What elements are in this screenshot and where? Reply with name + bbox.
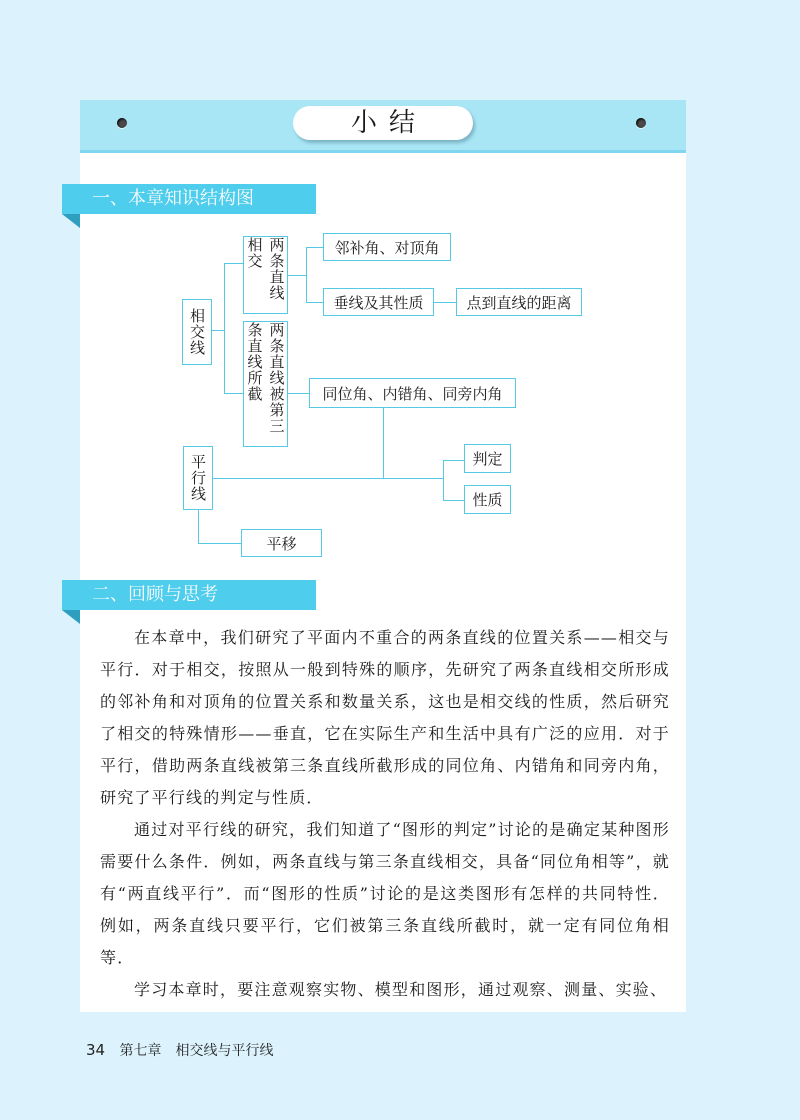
node-point-line-distance: 点到直线的距离 [456,288,582,316]
binder-hole-right [636,118,646,128]
node-parallel-lines: 平行线 [183,446,213,510]
section-heading-review: 二、回顾与思考 [62,580,316,610]
paragraph-2: 通过对平行线的研究，我们知道了“图形的判定”讨论的是确定某种图形需要什么条件．例如，两条直线与第三条直线相交，具备“同位角相等”，就有“两直线平行”．而“图形的性质”讨论的是这类图形有怎样的共同特性．例如，两条直线只要平行，它们被第三条直线所截时，就一定有同位角相等． [100,820,670,967]
paragraph-1: 在本章中，我们研究了平面内不重合的两条直线的位置关系——相交与平行．对于相交，按照从一般到特殊的顺序，先研究了两条直线相交所形成的邻补角和对顶角的位置关系和数量关系，这也是相交线的性质，然后研究了相交的特殊情形——垂直，它在实际生产和生活中具有广泛的应用．对于平行，借助两条直线被第三条直线所截形成的同位角、内错角和同旁内角，研究了平行线的判定与性质． [100,628,670,807]
page-footer [86,1040,274,1060]
page-number: 34 [86,1041,106,1059]
banner-fold [62,214,80,228]
section-heading-structure: 一、本章知识结构图 [62,184,316,214]
node-criteria: 判定 [464,444,511,473]
node-perpendicular: 垂线及其性质 [323,288,434,316]
node-two-lines-intersect: 两条直线相交 [243,236,288,314]
binder-hole-left [117,118,127,128]
node-angle-types: 同位角、内错角、同旁内角 [309,378,516,408]
banner-fold [62,610,80,624]
page-title: 小结 [293,106,473,140]
node-translation: 平移 [241,529,322,557]
chapter-title: 第七章 相交线与平行线 [119,1043,274,1059]
node-two-lines-cut: 两条直线被第三条直线所截 [243,321,288,447]
node-intersecting-lines: 相交线 [182,299,212,365]
paragraph-3: 学习本章时，要注意观察实物、模型和图形，通过观察、测量、实验、 [134,980,668,999]
node-properties: 性质 [464,485,511,514]
node-adjacent-vertical-angles: 邻补角、对顶角 [323,233,451,261]
